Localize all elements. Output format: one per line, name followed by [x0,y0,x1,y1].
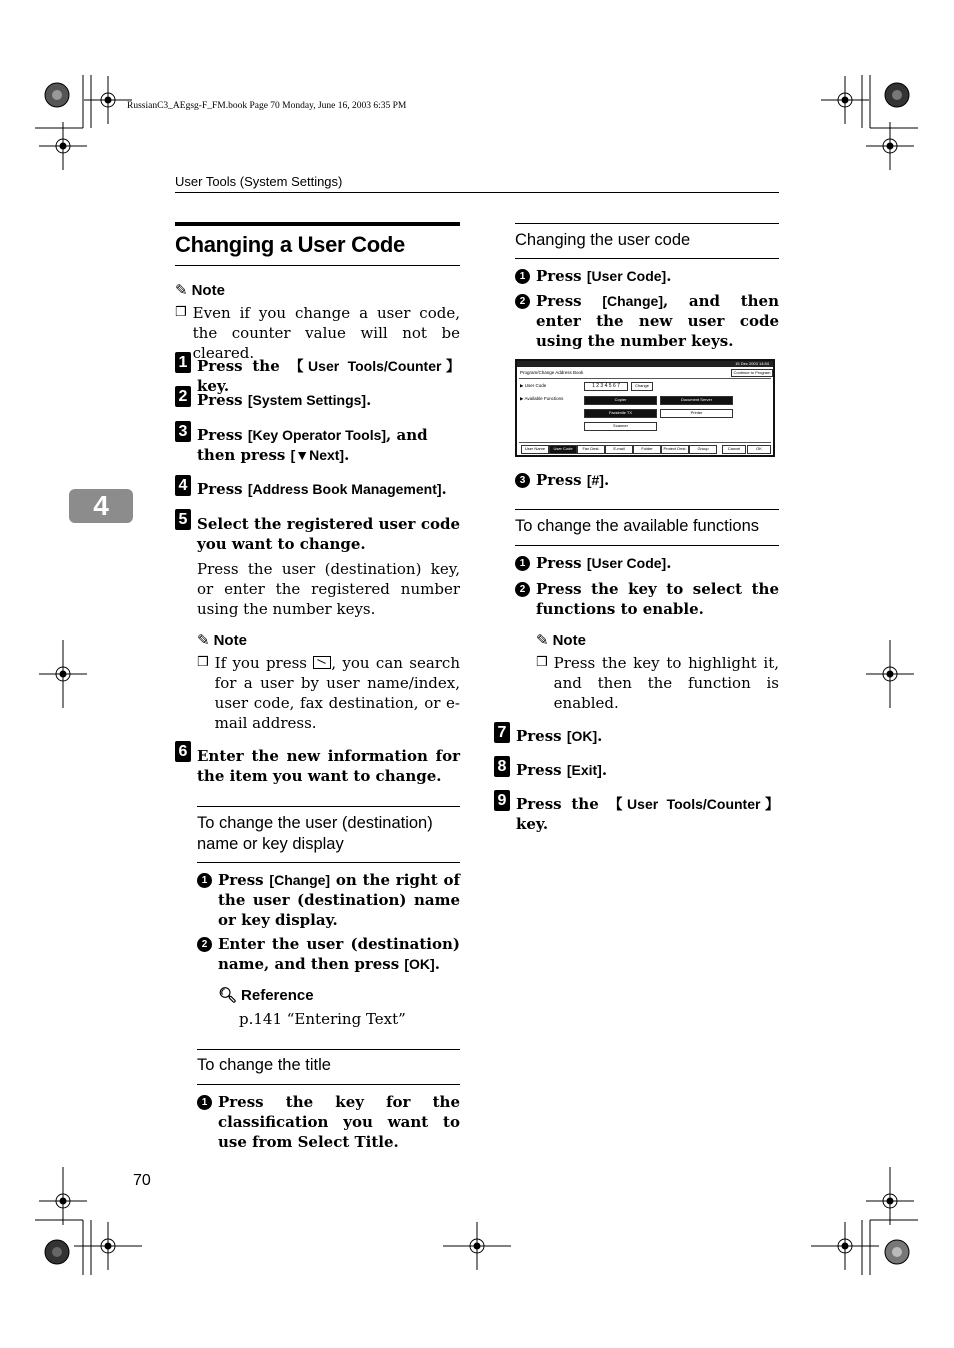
chapter-tab: 4 [69,489,133,523]
substep-text-end: . [603,471,610,489]
step-text-end: . [344,446,350,464]
screen-change-button[interactable]: Change [631,382,653,391]
screen-tab-protect-dest[interactable]: Protect Dest. [661,445,689,454]
note-label: Note [213,631,247,649]
section-title: Changing a User Code [175,232,405,257]
step-6 [175,741,460,786]
note-heading [536,631,586,649]
screen-tab-email[interactable]: E-mail [605,445,633,454]
file-info-line: RussianC3_AEgsg-F_FM.book Page 70 Monday, June 16, 2003 6:35 PM [127,101,407,111]
checkbox-bullet-icon: ❒ [175,305,187,320]
substep-text: Press [536,554,587,572]
screen-tab-user-name[interactable]: User Name [521,445,549,454]
substep-1 [515,266,779,286]
screen-tab-fax-dest[interactable]: Fax Dest. [577,445,605,454]
checkbox-bullet-icon: ❒ [197,655,209,670]
panel-screenshot [515,359,775,457]
step-5 [175,509,460,554]
substep-number: 1 [197,873,212,888]
step-text-end: key. [516,815,549,833]
step-number: 4 [175,475,191,496]
checkbox-bullet-icon: ❒ [536,655,548,670]
step-text-end: . [366,391,372,409]
substep-text-end: on the right of the user (destination) name or key display. [218,871,460,929]
note-heading [197,631,247,649]
substep-text: Press [536,471,587,489]
substep-number: 1 [515,556,530,571]
running-header: User Tools (System Settings) [175,174,343,189]
substep-1 [197,870,460,930]
note-label: Note [552,631,586,649]
title-bottom-rule [175,265,460,266]
note-label: Note [191,281,225,299]
note-text: Even if you change a user code, the counter value will not be cleared. [192,304,460,362]
step-4 [175,475,460,499]
subsection-bottom-rule [197,1084,460,1085]
step-5-body: Press the user (destination) key, or enter the registered number using the number keys. [197,560,460,618]
substep-2 [515,579,779,619]
note-text: If you press [214,654,314,672]
step-text-end: . [601,761,608,779]
substep-number: 1 [515,269,530,284]
key-label: [#] [586,472,604,488]
screen-tab-user-code[interactable]: User Code [549,445,577,454]
pencil-icon: ✎ [536,631,549,649]
step-2 [175,386,460,410]
substep-1 [515,553,779,573]
note-heading [175,281,225,299]
subsection-bottom-rule [197,862,460,863]
subsection-top-rule [197,806,460,807]
substep-text-end: , and then enter the new user code using the number keys. [536,292,779,350]
subsection-heading: To change the user (destination) name or key display [197,814,433,853]
note-text-end: , you can search for a user by user name/index, user code, fax destination, or e-mail address. [214,654,460,732]
key-label: [Key Operator Tools] [247,427,387,443]
step-number: 7 [494,722,510,743]
substep-text-end: . [666,554,672,572]
screen-ok-button[interactable]: OK [747,445,771,454]
substep-text: Press [218,871,270,889]
key-label: [User Code] [586,268,667,284]
subsection-bottom-rule [515,258,779,259]
step-number: 6 [175,741,191,762]
subsection-heading: To change the title [197,1056,331,1074]
page-number: 70 [133,1172,151,1189]
key-label: 【User Tools/Counter】 [289,358,460,374]
subsection-heading: To change the available functions [515,517,760,535]
substep-2 [515,291,779,351]
reference-text: p.141 “Entering Text” [239,1010,406,1028]
substep-text: Press [536,267,587,285]
screen-cancel-button[interactable]: Cancel [722,445,746,454]
screen-divider [519,378,771,379]
note-item [536,653,779,713]
substep-2 [197,934,460,974]
step-text: Enter the new information for the item you want to change. [197,747,460,785]
substep-text-end: . [666,267,672,285]
substep-text-end: . [434,955,440,973]
subsection-top-rule [515,223,779,224]
step-text: Press the [516,795,609,813]
subsection-bottom-rule [515,545,779,546]
note-text: Press the key to highlight it, and then the function is enabled. [553,654,779,712]
screen-available-label: ▶ Available Functions [520,396,564,401]
step-text: Press [516,727,567,745]
screen-user-code-field[interactable]: 1 2 3 4 5 6 7 [584,382,628,391]
screen-function-copier[interactable]: Copier [584,396,657,405]
screen-function-document-server[interactable]: Document Server [660,396,733,405]
substep-number: 2 [515,582,530,597]
substep-1 [197,1092,460,1152]
pencil-icon: ✎ [197,631,210,649]
magnifier-icon: 🔍︎ [218,986,238,1004]
screen-exit-button[interactable]: Continue to Program [731,369,773,377]
screen-function-scanner[interactable]: Scanner [584,422,657,431]
screen-title: Program/Change Address Book [520,370,584,375]
pencil-icon: ✎ [175,281,188,299]
screen-bottom-divider [519,442,771,443]
step-7 [494,722,779,746]
substep-text: Press [536,292,603,310]
screen-tab-folder[interactable]: Folder [633,445,661,454]
key-label-next: [▼Next] [290,447,345,463]
substep-text: Press the key for the classification you want to use from Select Title. [218,1093,460,1151]
step-number: 5 [175,509,191,530]
step-text: Select the registered user code you want to change. [197,515,460,553]
key-label: [OK] [404,956,435,972]
step-number: 2 [175,386,191,407]
step-text-end: . [597,727,603,745]
substep-number: 1 [197,1095,212,1110]
key-label: 【User Tools/Counter】 [608,796,779,812]
substep-number: 3 [515,473,530,488]
screen-function-printer[interactable]: Printer [660,409,733,418]
note-item [197,653,460,733]
screen-tab-group[interactable]: Group [689,445,717,454]
screen-status-bar: 15 Dec 2003 14:54 [517,361,773,367]
step-text: Press the [197,357,290,375]
step-9 [494,790,779,834]
reference-label: Reference [241,986,314,1004]
step-text-mid: , and then press [197,426,428,464]
step-number: 9 [494,790,510,811]
step-text: Press [197,391,248,409]
substep-number: 2 [197,937,212,952]
key-label: [User Code] [586,555,667,571]
step-number: 8 [494,756,510,777]
step-number: 1 [175,352,191,373]
screen-user-code-label: ▶ User Code [520,383,547,388]
substep-text: Press the key to select the functions to enable. [536,580,779,618]
step-text: Press [197,426,248,444]
subsection-top-rule [515,509,779,510]
subsection-heading: Changing the user code [515,231,691,249]
step-3 [175,421,460,465]
title-top-rule [175,222,460,226]
step-text-end: . [441,480,447,498]
header-rule [175,192,779,193]
step-text: Press [516,761,567,779]
key-label: [System Settings] [247,392,367,408]
substep-3 [515,470,779,490]
step-number: 3 [175,421,191,442]
step-text: Press [197,480,248,498]
key-label: [Exit] [566,762,602,778]
key-label: [Change] [602,293,663,309]
substep-number: 2 [515,294,530,309]
substep-text: Enter the user (destination) name, and then press [218,935,460,973]
search-key-icon [313,656,331,669]
reference-heading [218,986,314,1004]
key-label: [OK] [566,728,598,744]
key-label: [Address Book Management] [247,481,442,497]
subsection-top-rule [197,1049,460,1050]
step-8 [494,756,779,780]
step-text-end: key. [197,377,230,395]
key-label: [Change] [269,872,331,888]
screen-function-facsimile[interactable]: Facsimile TX [584,409,657,418]
